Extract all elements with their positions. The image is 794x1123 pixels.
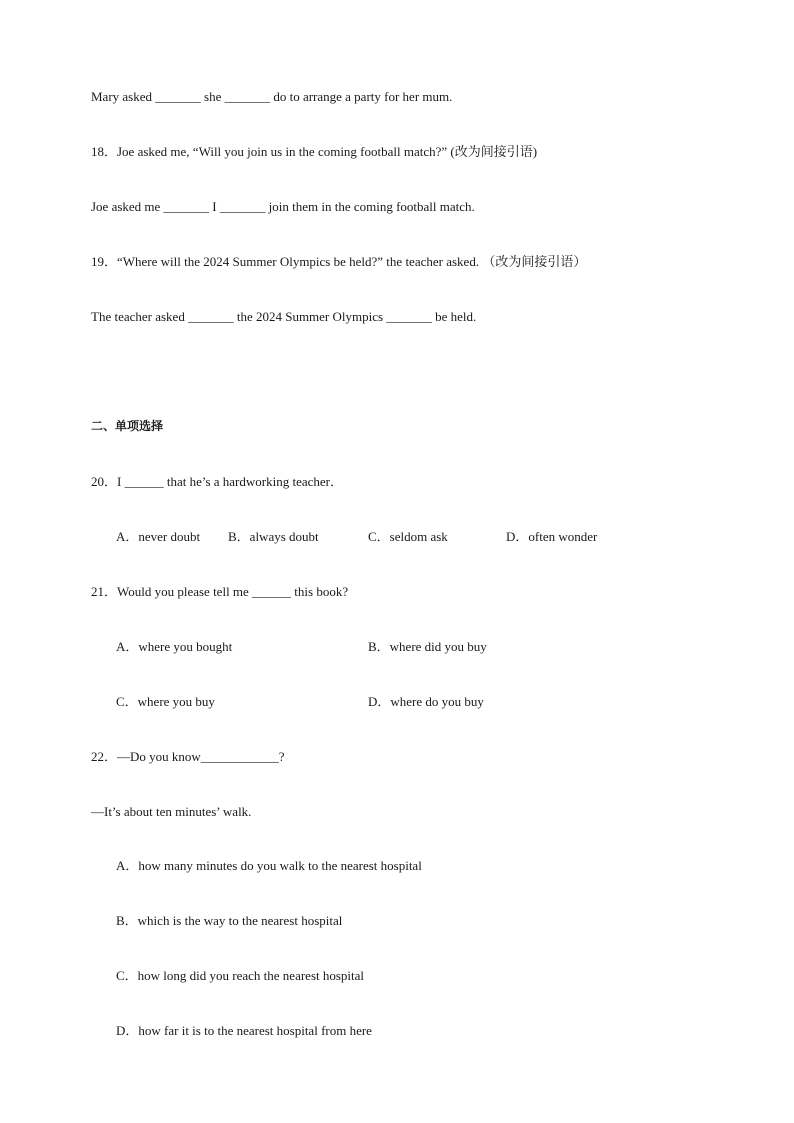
q22-option-a: A．how many minutes do you walk to the nearest hospital (116, 858, 422, 873)
rewrite-answer-18: Joe asked me _______ I _______ join them in the coming football match. (91, 199, 475, 214)
section-heading: 二、单项选择 (91, 419, 164, 433)
q20-option-d: D．often wonder (506, 529, 598, 544)
q21-option-b: B．where did you buy (368, 639, 487, 654)
q21-option-d: D．where do you buy (368, 694, 484, 709)
q21-option-a: A．where you bought (116, 639, 233, 654)
rewrite-answer-19: The teacher asked _______ the 2024 Summer Olympics _______ be held. (91, 309, 477, 324)
q22-option-d: D．how far it is to the nearest hospital from here (116, 1023, 372, 1038)
q20-option-c: C．seldom ask (368, 529, 448, 544)
q20-option-b: B．always doubt (228, 529, 319, 544)
question-20-stem: 20．I ______ that he’s a hardworking teacher． (91, 474, 343, 489)
q21-option-c: C．where you buy (116, 694, 215, 709)
question-22-reply: —It’s about ten minutes’ walk. (91, 804, 252, 819)
question-18: 18．Joe asked me, “Will you join us in the coming football match?” (改为间接引语) (91, 144, 538, 159)
q20-option-a: A．never doubt (116, 529, 201, 544)
q22-option-c: C．how long did you reach the nearest hospital (116, 968, 365, 983)
question-19: 19．“Where will the 2024 Summer Olympics be held?” the teacher asked. （改为间接引语） (91, 254, 587, 269)
question-21-stem: 21．Would you please tell me ______ this book? (91, 584, 349, 599)
q22-option-b: B．which is the way to the nearest hospital (116, 913, 343, 928)
rewrite-answer-17: Mary asked _______ she _______ do to arrange a party for her mum. (91, 89, 453, 104)
question-22-stem: 22．—Do you know____________? (91, 749, 285, 764)
